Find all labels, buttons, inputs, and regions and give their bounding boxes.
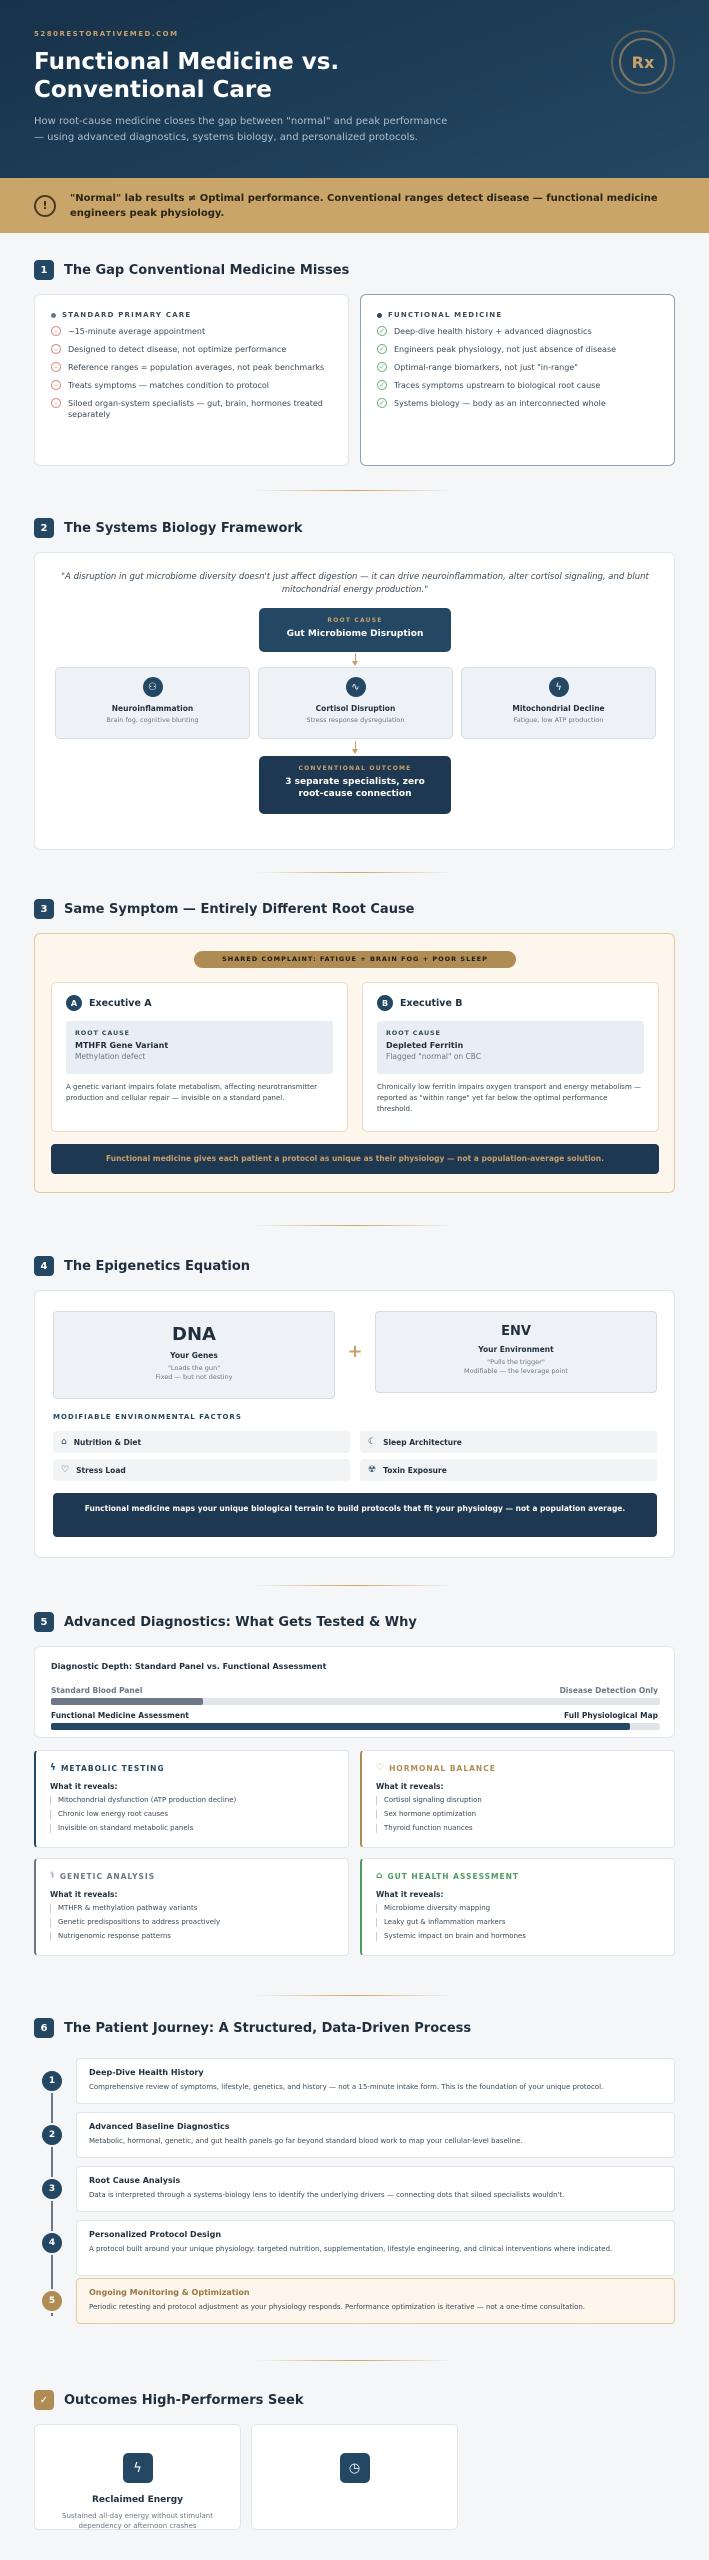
toxin-icon: ☢ <box>368 1465 377 1475</box>
check-icon: ✓ <box>34 2390 54 2410</box>
minus-icon: – <box>51 326 61 336</box>
list-item <box>51 344 332 355</box>
test-card <box>360 1858 675 1956</box>
section-number: 1 <box>34 260 54 280</box>
rx-badge-label: Rx <box>619 38 667 86</box>
utensils-icon: ⌂ <box>61 1437 67 1447</box>
test-item: MTHFR & methylation pathway variants <box>50 1904 334 1913</box>
flow-arrow <box>355 653 356 662</box>
root-cause-box <box>66 1021 333 1074</box>
section-number: 4 <box>34 1256 54 1276</box>
root-cause-value: Gut Microbiome Disruption <box>286 629 424 639</box>
outcome-label: CONVENTIONAL OUTCOME <box>298 765 412 772</box>
plus-sign: + <box>347 1341 363 1362</box>
root-cause-box <box>377 1021 644 1074</box>
site-url[interactable]: 5280RESTORATIVEMED.COM <box>34 30 179 38</box>
factor-sleep <box>360 1431 657 1453</box>
list-item-text: Engineers peak physiology, not just absence of disease <box>394 345 617 354</box>
factor-label: Sleep Architecture <box>383 1437 462 1447</box>
step-title: Ongoing Monitoring & Optimization <box>89 2288 250 2297</box>
key-message-banner <box>0 178 709 233</box>
flow-arrow <box>355 741 356 750</box>
test-item: Nutrigenomic response patterns <box>50 1932 334 1941</box>
test-item: Microbiome diversity mapping <box>376 1904 660 1913</box>
bar-label: Standard Blood Panel <box>51 1686 143 1695</box>
test-item: Invisible on standard metabolic panels <box>50 1824 334 1833</box>
bar-label: Functional Medicine Assessment <box>51 1711 189 1720</box>
check-icon: ✓ <box>377 362 387 372</box>
functional-medicine-heading: FUNCTIONAL MEDICINE <box>388 311 503 319</box>
page-subtitle: How root-cause medicine closes the gap between "normal" and peak performance — using advanced diagnostics, systems biology, and personalized protocols. <box>34 116 448 143</box>
section-divider <box>254 1585 454 1586</box>
list-item-text: Systems biology — body as an interconnected whole <box>394 399 606 408</box>
section-outcomes <box>34 2388 675 2560</box>
hero <box>0 0 709 178</box>
factor-nutrition <box>53 1431 350 1453</box>
gut-icon: ⌂ <box>376 1871 383 1881</box>
executive-a-card <box>51 982 348 1132</box>
factor-toxin <box>360 1459 657 1481</box>
step-desc: Metabolic, hormonal, genetic, and gut health panels go far beyond standard blood work to map your cellular-level baseline. <box>89 2137 523 2145</box>
executive-name: Executive B <box>400 997 463 1009</box>
list-item <box>51 362 332 373</box>
test-heading <box>50 1763 334 1773</box>
effect-desc: Brain fog, cognitive blunting <box>106 716 199 724</box>
epigenetics-card <box>34 1290 675 1558</box>
brain-icon: ⚇ <box>143 677 163 697</box>
shared-complaint-pill: SHARED COMPLAINT: FATIGUE + BRAIN FOG + POOR SLEEP <box>194 951 516 968</box>
list-item-text: Reference ranges = population averages, not peak benchmarks <box>68 363 325 372</box>
test-reveal-label: What it reveals: <box>376 1782 444 1791</box>
test-reveal-label: What it reveals: <box>50 1890 118 1899</box>
list-item <box>377 326 658 337</box>
outcome-card-energy <box>34 2424 241 2530</box>
test-title: GUT HEALTH ASSESSMENT <box>387 1871 520 1881</box>
list-item-text: Treats symptoms — matches condition to protocol <box>68 381 270 390</box>
check-icon: ✓ <box>377 326 387 336</box>
bolt-icon: ϟ <box>549 677 569 697</box>
functional-assessment-fill <box>51 1723 630 1730</box>
journey-step <box>76 2166 675 2212</box>
test-item: Sex hormone optimization <box>376 1810 660 1819</box>
list-item <box>377 344 658 355</box>
env-title: Your Environment <box>478 1345 554 1354</box>
outcome-card-time <box>251 2424 458 2530</box>
executive-badge: A <box>66 995 82 1011</box>
sleep-icon: ☾ <box>368 1437 377 1447</box>
heart-icon: ♡ <box>376 1763 385 1773</box>
dna-note: Fixed — but not destiny <box>155 1373 233 1381</box>
effect-title: Mitochondrial Decline <box>512 704 605 713</box>
depth-card <box>34 1646 675 1738</box>
list-item-text: Siloed organ-system specialists — gut, brain, hormones treated separately <box>68 399 323 419</box>
alert-icon: ! <box>34 195 56 217</box>
test-item: Leaky gut & inflammation markers <box>376 1918 660 1927</box>
step-title: Personalized Protocol Design <box>89 2230 222 2239</box>
list-item <box>51 326 332 337</box>
test-title: HORMONAL BALANCE <box>389 1763 496 1773</box>
executive-desc: A genetic variant impairs folate metabolism, affecting neurotransmitter production and cellular repair — invisible on a standard panel. <box>66 1083 318 1102</box>
section-number: 2 <box>34 518 54 538</box>
dna-icon: ⚕ <box>50 1871 55 1881</box>
test-title: METABOLIC TESTING <box>60 1763 165 1773</box>
list-item <box>377 362 658 373</box>
test-item: Systemic impact on brain and hormones <box>376 1932 660 1941</box>
env-box <box>375 1311 657 1393</box>
banner-text: "Normal" lab results ≠ Optimal performance. Conventional ranges detect disease — functional medicine engineers peak physiology. <box>70 192 658 219</box>
section-epigenetics <box>34 1254 675 1560</box>
standard-care-heading: STANDARD PRIMARY CARE <box>62 311 192 319</box>
test-item: Thyroid function nuances <box>376 1824 660 1833</box>
journey-step <box>76 2278 675 2324</box>
effect-desc: Fatigue, low ATP production <box>513 716 604 724</box>
section-diagnostics <box>34 1610 675 1972</box>
factor-label: Toxin Exposure <box>383 1465 447 1475</box>
list-item <box>51 398 332 420</box>
list-item-text: Deep-dive health history + advanced diagnostics <box>394 327 592 336</box>
test-item: Cortisol signaling disruption <box>376 1796 660 1805</box>
section-divider <box>254 872 454 873</box>
conventional-outcome-node <box>259 756 451 814</box>
test-card <box>34 1858 349 1956</box>
root-cause-label: ROOT CAUSE <box>75 1029 130 1037</box>
journey-step <box>76 2112 675 2158</box>
section-root-cause <box>34 897 675 1195</box>
heart-icon: ♡ <box>61 1465 70 1475</box>
effect-neuroinflammation <box>55 667 250 739</box>
list-item-text: ~15-minute average appointment <box>68 327 206 336</box>
step-title: Root Cause Analysis <box>89 2176 181 2185</box>
standard-care-card <box>34 294 349 466</box>
step-desc: Comprehensive review of symptoms, lifestyle, genetics, and history — not a 15-minute intake form. This is the foundation of your unique protocol. <box>89 2083 604 2091</box>
env-label: ENV <box>501 1324 531 1339</box>
root-cause-sub: Methylation defect <box>75 1052 146 1061</box>
test-item: Genetic predispositions to address proactively <box>50 1918 334 1927</box>
root-cause-footer: Functional medicine gives each patient a protocol as unique as their physiology — not a population-average solution. <box>51 1144 659 1174</box>
effect-title: Neuroinflammation <box>111 704 194 713</box>
root-cause-value: Depleted Ferritin <box>386 1041 464 1050</box>
list-item <box>51 380 332 391</box>
effect-mitochondrial <box>461 667 656 739</box>
executive-badge: B <box>377 995 393 1011</box>
test-reveal-label: What it reveals: <box>376 1890 444 1899</box>
test-item: Chronic low energy root causes <box>50 1810 334 1819</box>
rx-badge <box>611 30 675 94</box>
bolt-icon: ϟ <box>50 1763 56 1773</box>
list-item-text: Designed to detect disease, not optimize performance <box>68 345 287 354</box>
outcome-desc: Sustained all-day energy without stimulant dependency or afternoon crashes <box>62 2512 213 2530</box>
list-item-text: Traces symptoms upstream to biological root cause <box>394 381 601 390</box>
step-desc: Data is interpreted through a systems-biology lens to identify the underlying drivers — connecting dots that siloed specialists wouldn't. <box>89 2191 565 2199</box>
pulse-icon: ∿ <box>346 677 366 697</box>
standard-panel-bar <box>51 1698 660 1705</box>
root-cause-label: ROOT CAUSE <box>386 1029 441 1037</box>
section-title: Advanced Diagnostics: What Gets Tested & Why <box>64 1614 417 1630</box>
section-title: Same Symptom — Entirely Different Root Cause <box>64 901 415 917</box>
journey-step <box>76 2220 675 2276</box>
minus-icon: – <box>51 398 61 408</box>
factor-label: Nutrition & Diet <box>73 1437 142 1447</box>
section-divider <box>254 1995 454 1996</box>
step-number: 1 <box>40 2069 64 2093</box>
section-patient-journey <box>34 2016 675 2336</box>
outcome-title: Reclaimed Energy <box>91 2495 184 2505</box>
test-heading <box>376 1763 660 1773</box>
step-number: 4 <box>40 2231 64 2255</box>
minus-icon: – <box>51 362 61 372</box>
minus-icon: – <box>51 344 61 354</box>
test-heading <box>376 1871 660 1881</box>
factors-heading: MODIFIABLE ENVIRONMENTAL FACTORS <box>53 1413 242 1421</box>
root-cause-node <box>259 608 451 652</box>
section-title: The Patient Journey: A Structured, Data-Driven Process <box>64 2020 472 2036</box>
framework-card <box>34 552 675 850</box>
check-icon: ✓ <box>377 380 387 390</box>
clock-icon: ◷ <box>340 2453 370 2483</box>
dna-box <box>53 1311 335 1399</box>
test-item: Mitochondrial dysfunction (ATP production decline) <box>50 1796 334 1805</box>
test-heading <box>50 1871 334 1881</box>
epigenetics-footer: Functional medicine maps your unique biological terrain to build protocols that fit your physiology — not a population average. <box>53 1493 657 1537</box>
dna-quote: "Loads the gun" <box>167 1364 221 1372</box>
dna-title: Your Genes <box>170 1351 218 1360</box>
section-number: 5 <box>34 1612 54 1632</box>
effect-desc: Stress response dysregulation <box>306 716 405 724</box>
framework-quote: "A disruption in gut microbiome diversity doesn't just affect digestion — it can drive neuroinflammation, alter cortisol signaling, and blunt mitochondrial energy production." <box>61 572 649 595</box>
executive-name: Executive A <box>89 997 152 1009</box>
section-systems-biology <box>34 516 675 852</box>
list-item-text: Optimal-range biomarkers, not just "in-range" <box>394 363 578 372</box>
section-divider <box>254 1225 454 1226</box>
test-reveal-label: What it reveals: <box>50 1782 118 1791</box>
effect-cortisol <box>258 667 453 739</box>
page-title: Functional Medicine vs. Conventional Care <box>34 49 340 103</box>
test-title: GENETIC ANALYSIS <box>59 1871 156 1881</box>
journey-step <box>76 2058 675 2104</box>
test-card <box>360 1750 675 1848</box>
functional-assessment-bar <box>51 1723 660 1730</box>
functional-medicine-card <box>360 294 675 466</box>
step-desc: Periodic retesting and protocol adjustment as your physiology responds. Performance optimization is iterative — not a one-time consultation. <box>89 2303 586 2311</box>
root-cause-label: ROOT CAUSE <box>327 617 383 624</box>
executive-desc: Chronically low ferritin impairs oxygen transport and energy metabolism — reported as "within range" yet far below the optimal performance threshold. <box>377 1083 641 1113</box>
step-number: 3 <box>40 2177 64 2201</box>
section-title: The Systems Biology Framework <box>64 520 303 536</box>
env-quote: "Pulls the trigger" <box>487 1358 545 1366</box>
bar-right-label: Full Physiological Map <box>564 1711 658 1720</box>
list-item <box>377 398 658 409</box>
check-icon: ✓ <box>377 398 387 408</box>
step-number: 5 <box>40 2289 64 2313</box>
root-cause-card <box>34 933 675 1193</box>
section-gap <box>34 258 675 470</box>
root-cause-sub: Flagged "normal" on CBC <box>386 1052 482 1061</box>
bolt-icon: ϟ <box>123 2453 153 2483</box>
section-title: The Epigenetics Equation <box>64 1258 251 1274</box>
effect-title: Cortisol Disruption <box>315 704 396 713</box>
executive-b-card <box>362 982 659 1132</box>
section-divider <box>254 490 454 491</box>
section-title: The Gap Conventional Medicine Misses <box>64 262 350 278</box>
list-item <box>377 380 658 391</box>
factor-label: Stress Load <box>76 1465 126 1475</box>
depth-title: Diagnostic Depth: Standard Panel vs. Functional Assessment <box>51 1662 327 1671</box>
section-title: Outcomes High-Performers Seek <box>64 2392 304 2408</box>
bar-right-label: Disease Detection Only <box>559 1686 658 1695</box>
test-card <box>34 1750 349 1848</box>
check-icon: ✓ <box>377 344 387 354</box>
section-number: 6 <box>34 2018 54 2038</box>
section-number: 3 <box>34 899 54 919</box>
step-number: 2 <box>40 2123 64 2147</box>
root-cause-value: MTHFR Gene Variant <box>75 1041 169 1050</box>
step-title: Deep-Dive Health History <box>89 2068 204 2077</box>
factor-stress <box>53 1459 350 1481</box>
standard-panel-fill <box>51 1698 203 1705</box>
step-title: Advanced Baseline Diagnostics <box>89 2122 230 2131</box>
minus-icon: – <box>51 380 61 390</box>
outcome-value: 3 separate specialists, zero root-cause connection <box>285 777 425 799</box>
step-desc: A protocol built around your unique physiology: targeted nutrition, supplementation, lifestyle engineering, and clinical interventions where indicated. <box>89 2245 613 2253</box>
section-divider <box>254 2360 454 2361</box>
dna-label: DNA <box>172 1324 216 1345</box>
env-note: Modifiable — the leverage point <box>464 1367 568 1375</box>
